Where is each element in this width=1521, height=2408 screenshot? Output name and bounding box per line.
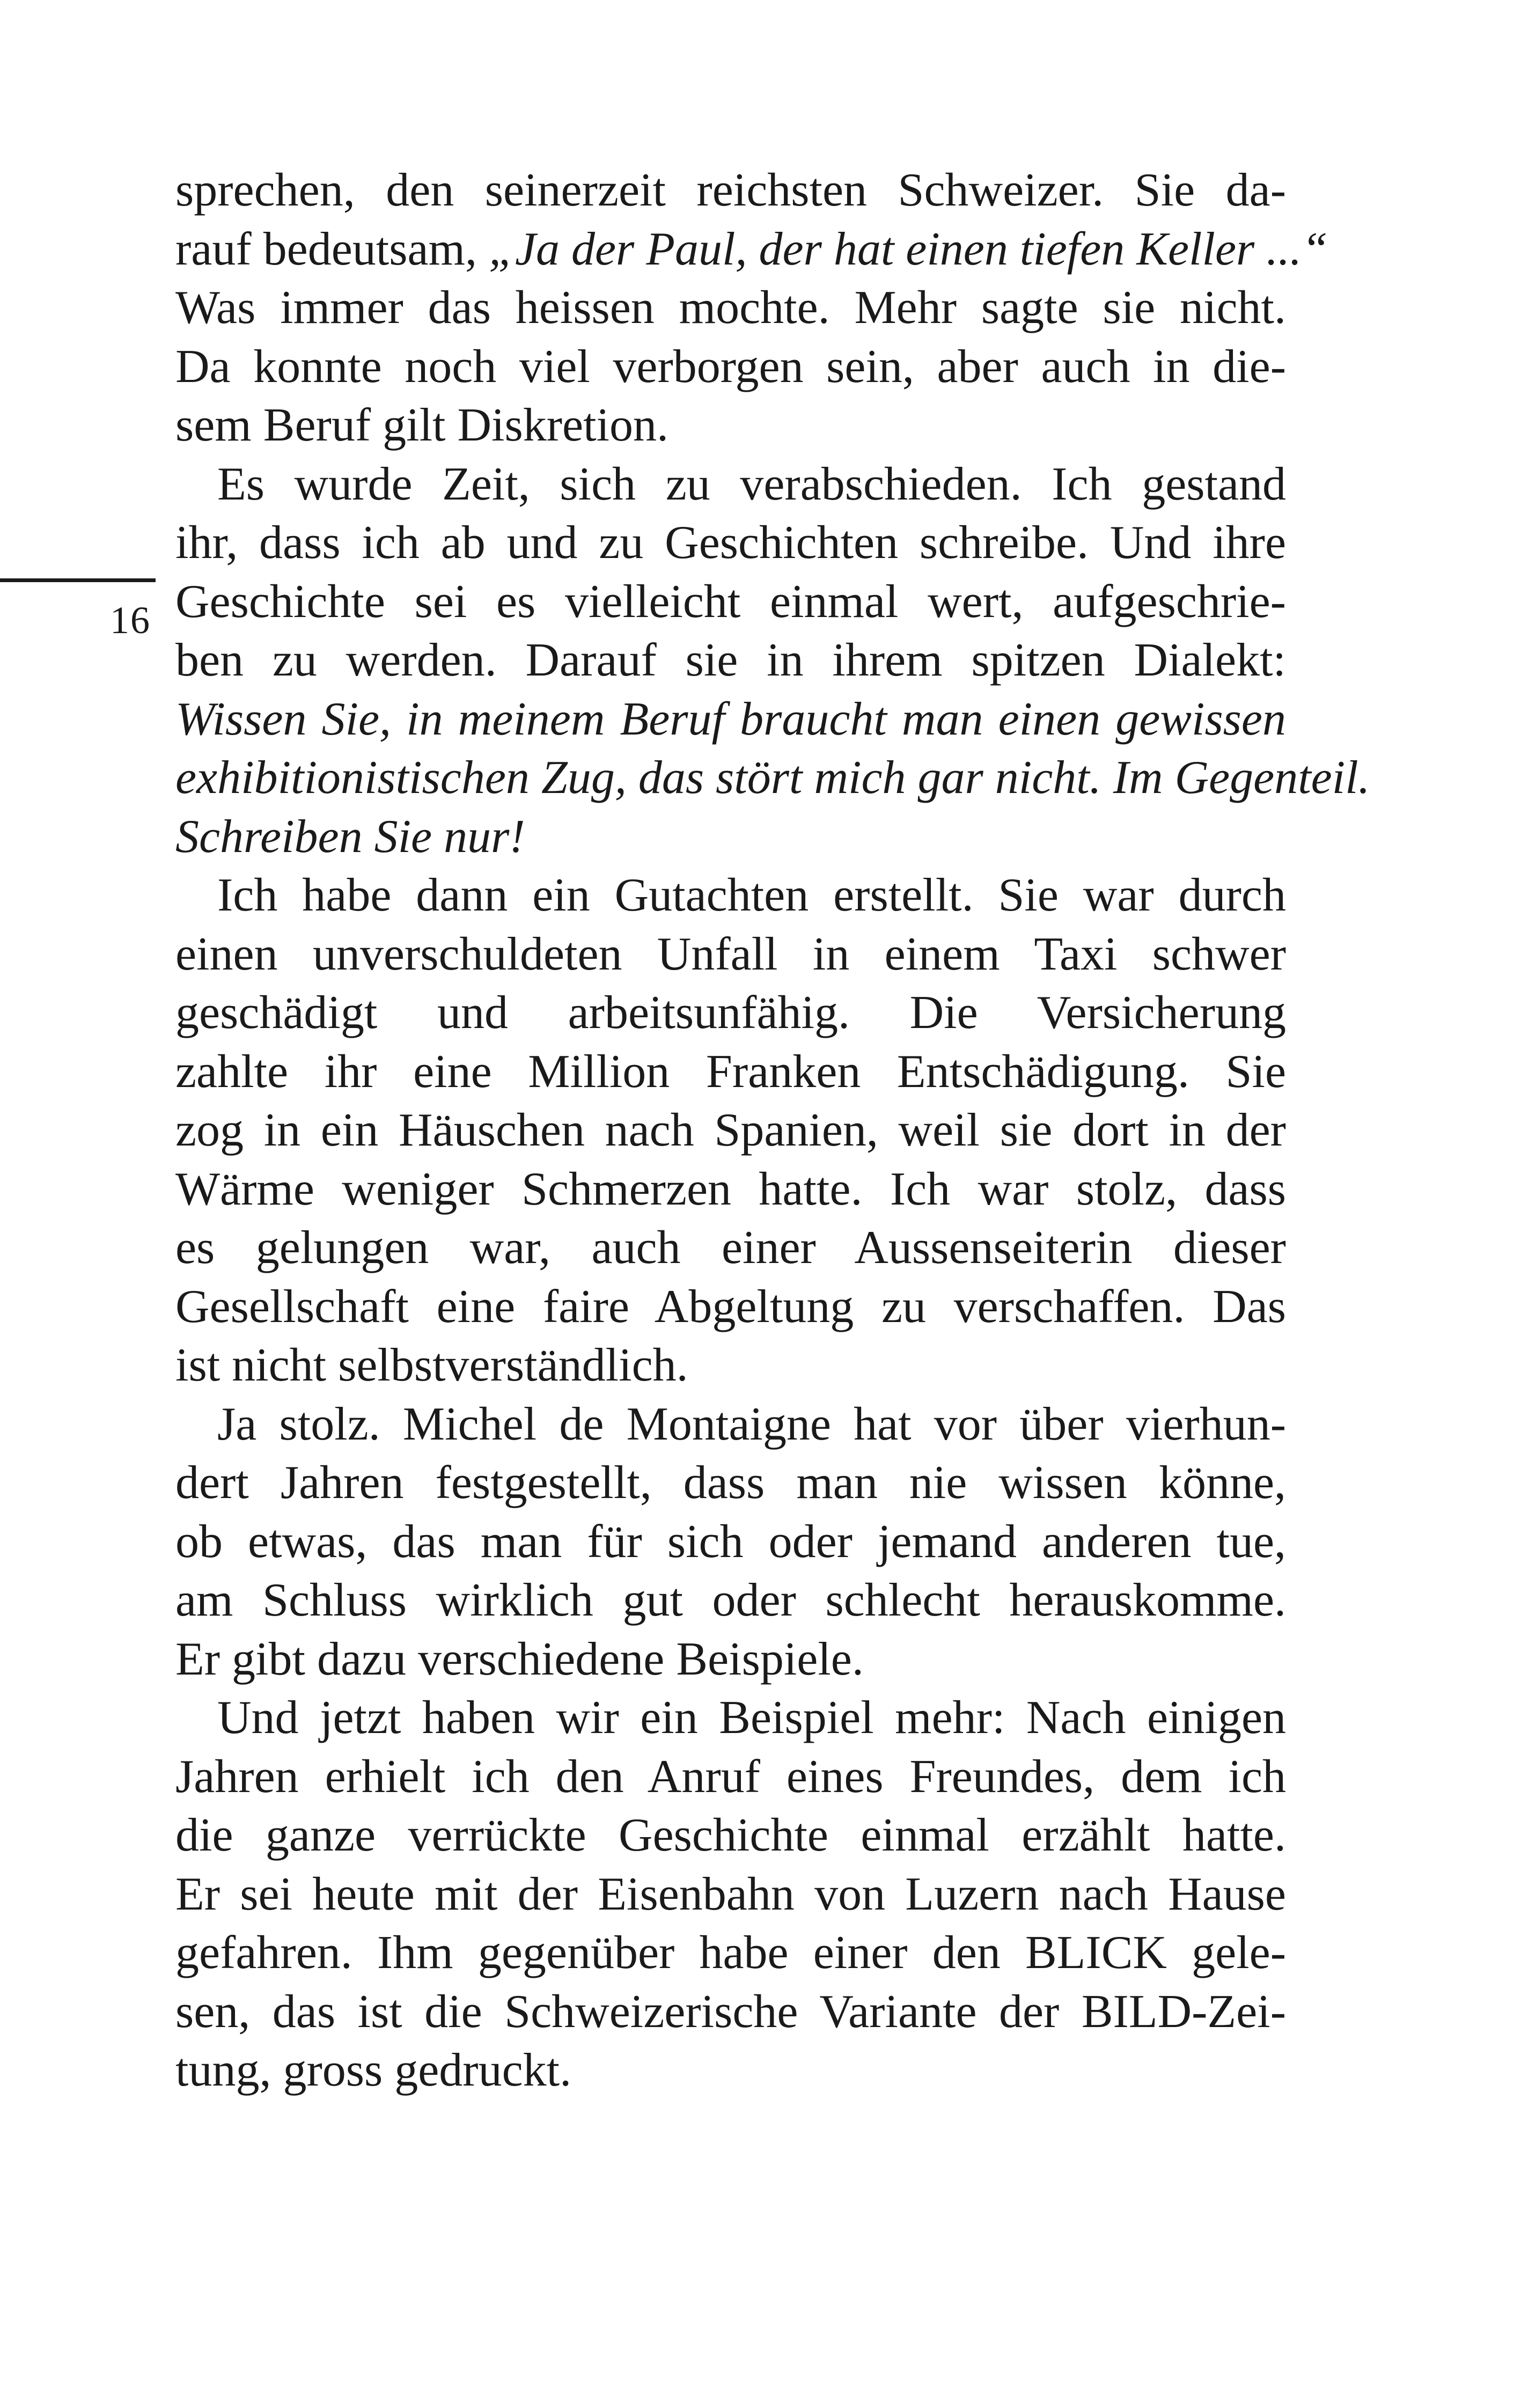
text-line: Ich habe dann ein Gutachten erstellt. Sie war durch [217, 869, 1286, 921]
text-line: Jahren erhielt ich den Anruf eines Freundes, dem ich [175, 1750, 1286, 1803]
text-line: sem Beruf gilt Diskretion. [175, 399, 668, 451]
text-line: tung, gross gedruckt. [175, 2044, 572, 2096]
text-line: ob etwas, das man für sich oder jemand anderen tue, [175, 1515, 1286, 1568]
text-line: ist nicht selbstverständlich. [175, 1339, 688, 1391]
text-line: Wärme weniger Schmerzen hatte. Ich war stolz, dass [175, 1163, 1286, 1215]
text-line: dert Jahren festgestellt, dass man nie wissen könne, [175, 1457, 1286, 1509]
text-line: zahlte ihr eine Million Franken Entschädigung. Sie [175, 1045, 1286, 1098]
text-line: einen unverschuldeten Unfall in einem Taxi schwer [175, 928, 1286, 980]
text-line: ben zu werden. Darauf sie in ihrem spitzen Dialekt: [175, 634, 1286, 686]
text-line: ihr, dass ich ab und zu Geschichten schreibe. Und ihre [175, 517, 1286, 569]
text-line: Gesellschaft eine faire Abgeltung zu verschaffen. Das [175, 1280, 1286, 1333]
quote-segment: „Ja der Paul, der hat einen tiefen Keller ...“ [489, 223, 1328, 275]
text-line [175, 220, 1328, 279]
text-line: Und jetzt haben wir ein Beispiel mehr: Nach einigen [217, 1692, 1286, 1744]
text-line: Was immer das heissen mochte. Mehr sagte sie nicht. [175, 282, 1286, 334]
text-line: es gelungen war, auch einer Aussenseiterin dieser [175, 1222, 1286, 1274]
body-text [175, 161, 1370, 2100]
text-line: geschädigt und arbeitsunfähig. Die Versicherung [175, 987, 1286, 1039]
page-number: 16 [110, 599, 151, 642]
text-line: Er sei heute mit der Eisenbahn von Luzern nach Hause [175, 1868, 1286, 1920]
text-line: am Schluss wirklich gut oder schlecht herauskomme. [175, 1574, 1286, 1626]
text-line: zog in ein Häuschen nach Spanien, weil sie dort in der [175, 1104, 1286, 1156]
text-segment: rauf bedeutsam, [175, 223, 489, 275]
text-line: Da konnte noch viel verborgen sein, aber auch in die- [175, 340, 1286, 393]
text-line: Wissen Sie, in meinem Beruf braucht man einen gewissen [175, 693, 1286, 745]
text-line: Ja stolz. Michel de Montaigne hat vor über vierhun- [217, 1398, 1286, 1450]
text-line: sen, das ist die Schweizerische Variante der BILD-Zei- [175, 1985, 1286, 2038]
margin-rule [0, 578, 156, 582]
text-line: sprechen, den seinerzeit reichsten Schweizer. Sie da- [175, 164, 1286, 216]
text-line: die ganze verrückte Geschichte einmal erzählt hatte. [175, 1809, 1286, 1861]
text-line: exhibitionistischen Zug, das stört mich gar nicht. Im Gegenteil. [175, 752, 1370, 804]
text-line: Er gibt dazu verschiedene Beispiele. [175, 1633, 864, 1685]
text-line: Es wurde Zeit, sich zu verabschieden. Ich gestand [217, 458, 1286, 510]
text-line: gefahren. Ihm gegenüber habe einer den BLICK gele- [175, 1927, 1286, 1979]
text-line: Schreiben Sie nur! [175, 810, 525, 863]
text-line: Geschichte sei es vielleicht einmal wert, aufgeschrie- [175, 575, 1286, 628]
